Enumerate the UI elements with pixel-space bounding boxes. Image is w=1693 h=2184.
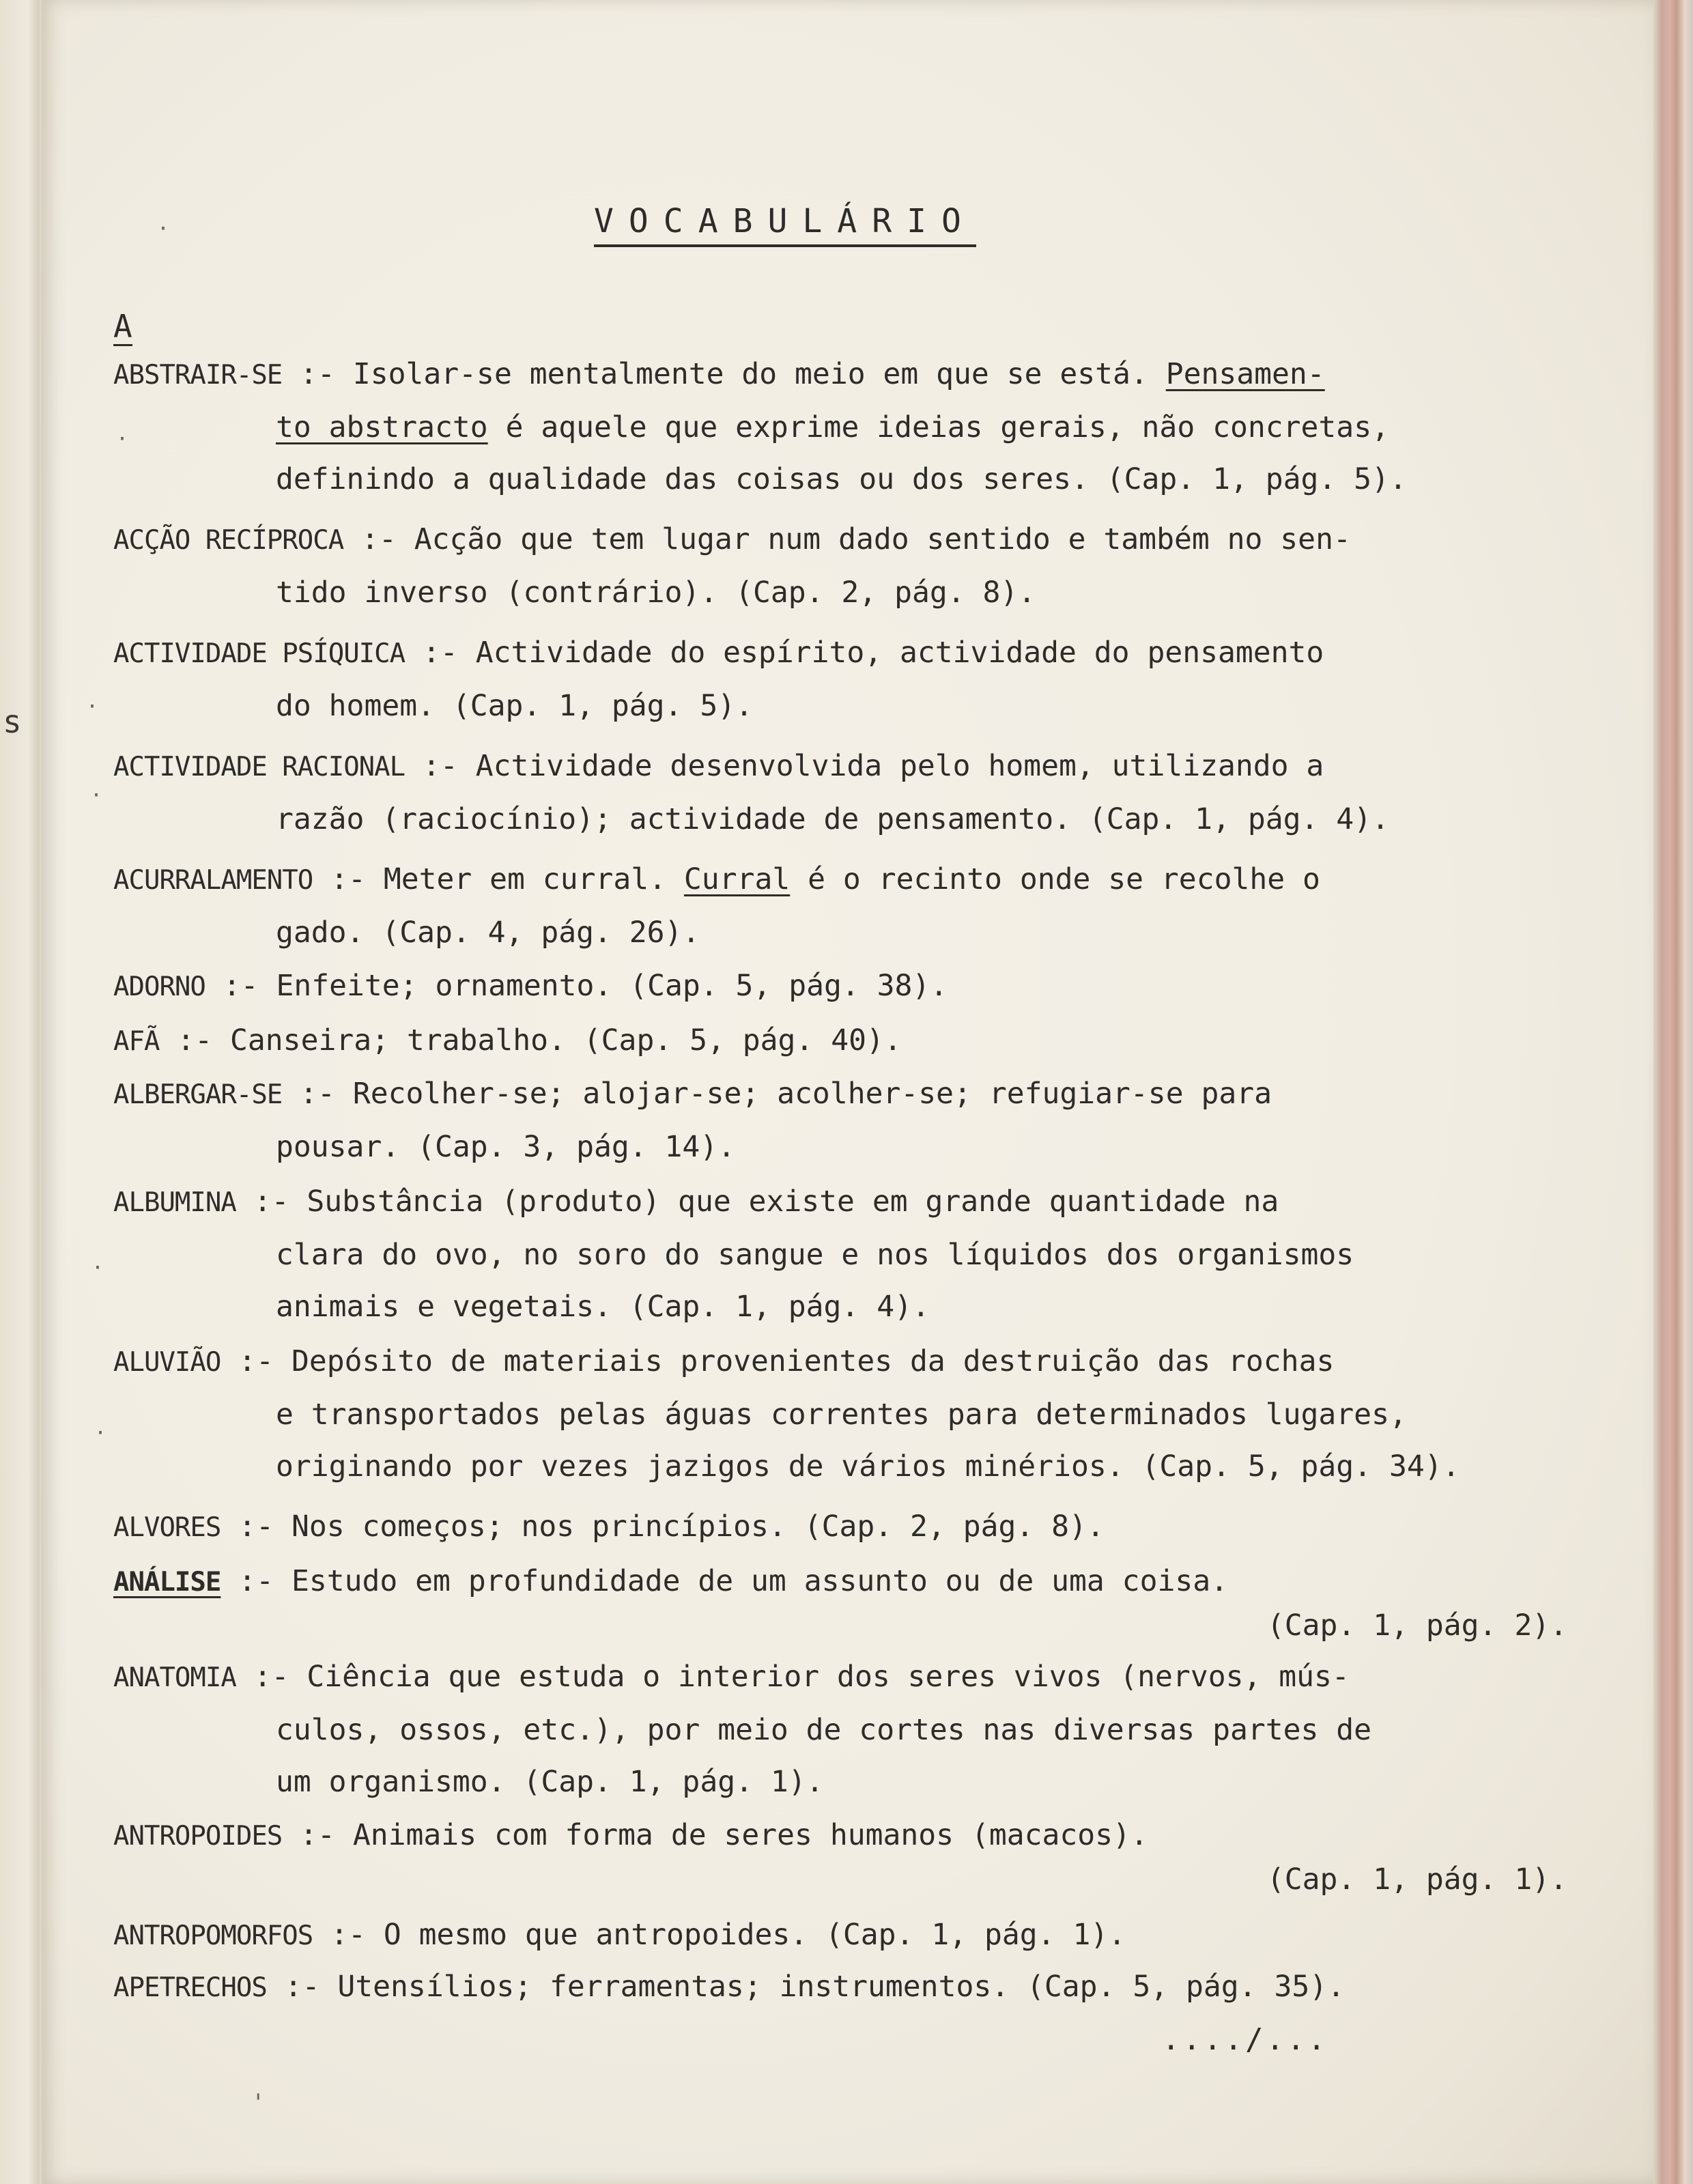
entry-separator: :- [253,1185,289,1219]
vocabulary-document [42,0,1653,2184]
entry-term: ALVORES [113,1512,221,1543]
entry-abstrair-se [113,348,1608,505]
entry-text: Depósito de materiais provenientes da destruição das rochas [291,1344,1335,1378]
entry-term: ALBUMINA [113,1187,236,1218]
entry-term: APETRECHOS [113,1972,267,2003]
entry-text: clara do ovo, no soro do sangue e nos líquidos dos organismos [276,1238,1354,1272]
entry-separator: :- [330,1918,366,1952]
entry-text: Canseira; trabalho. (Cap. 5, pág. 40). [230,1023,902,1058]
entry-text: Substância (produto) que existe em grande quantidade na [307,1185,1279,1219]
entry-text: originando por vezes jazigos de vários minérios. (Cap. 5, pág. 34). [276,1449,1460,1484]
entry-text: tido inverso (contrário). (Cap. 2, pág. 8). [276,576,1036,610]
entry-term: ANTROPOMORFOS [113,1920,313,1951]
entry-term: AFÃ [113,1026,160,1057]
entry-adorno [113,960,1608,1013]
entry-text: gado. (Cap. 4, pág. 26). [276,916,700,950]
entry-analise [113,1555,1608,1643]
entry-term: ACURRALAMENTO [113,865,313,896]
entry-separator: :- [238,1564,274,1598]
entry-separator: :- [361,522,397,556]
entry-separator: :- [238,1344,274,1378]
entry-underlined-text: to abstracto [276,410,488,444]
entry-text: Isolar-se mentalmente do meio em que se está. [352,357,1148,391]
entry-antropoides [113,1809,1608,1897]
stray-mark: · [90,784,103,808]
stray-mark: · [116,427,129,451]
entry-text: pousar. (Cap. 3, pág. 14). [276,1130,736,1164]
entry-underlined-text: Curral [683,862,791,896]
entry-text: Meter em curral. [383,862,667,896]
stray-mark: · [94,1421,107,1445]
entry-text: Acção que tem lugar num dado sentido e também no sen- [414,522,1351,556]
entry-text: Enfeite; ornamento. (Cap. 5, pág. 38). [276,969,948,1003]
entry-accao-reciproca [113,513,1608,619]
entry-separator: :- [300,1077,335,1111]
entry-term: ACÇÃO RECÍPROCA [113,525,344,556]
entry-term: ABSTRAIR-SE [113,360,283,391]
entry-text: Utensílios; ferramentas; instrumentos. (Cap. 5, pág. 35). [337,1970,1346,2004]
entry-albergar-se [113,1068,1608,1173]
stray-mark: · [157,217,170,241]
entry-text: culos, ossos, etc.), por meio de cortes nas diversas partes de [276,1713,1372,1747]
entry-separator: :- [177,1023,213,1058]
document-page [42,0,1653,2184]
entry-antropomorfos [113,1909,1608,1962]
entry-separator: :- [253,1660,289,1694]
entry-text: Ciência que estuda o interior dos seres vivos (nervos, mús- [307,1660,1350,1694]
entry-text: definindo a qualidade das coisas ou dos seres. (Cap. 1, pág. 5). [276,462,1407,496]
continuation-marker: ..../... [1162,2022,1328,2057]
left-page-letter: s [3,703,22,740]
entry-actividade-psiquica [113,627,1608,732]
entry-separator: :- [300,357,335,391]
entry-text: e transportados pelas águas correntes para determinados lugares, [276,1398,1407,1432]
entry-apetrechos [113,1961,1608,2014]
left-page-edge [0,0,40,2184]
entry-separator: :- [300,1818,335,1852]
section-letter: A [113,308,132,345]
entry-term: ANÁLISE [113,1567,221,1598]
entry-separator: :- [423,749,458,783]
entry-actividade-racional [113,740,1608,845]
entry-reference: (Cap. 1, pág. 2). [1266,1608,1567,1643]
entry-albumina [113,1176,1608,1333]
entry-acurralamento [113,853,1608,959]
entry-aluviao [113,1335,1608,1492]
entry-term: ANTROPOIDES [113,1821,283,1852]
entry-term: ACTIVIDADE PSÍQUICA [113,638,406,669]
entry-text: é aquele que exprime ideias gerais, não concretas, [505,410,1389,444]
entry-separator: :- [223,969,259,1003]
stray-mark: · [91,1256,104,1280]
page-title: VOCABULÁRIO [594,202,976,247]
entry-separator: :- [238,1509,274,1544]
entry-separator: :- [284,1970,320,2004]
entry-underlined-text: Pensamen- [1165,357,1325,391]
stray-mark: ' [251,2089,266,2116]
entry-text: razão (raciocínio); actividade de pensamento. (Cap. 1, pág. 4). [276,802,1389,836]
entry-text: Animais com forma de seres humanos (macacos). [352,1818,1148,1852]
entry-term: ALBERGAR-SE [113,1079,283,1110]
entry-anatomia [113,1651,1608,1808]
stray-mark: · [86,695,99,719]
entry-reference: (Cap. 1, pág. 1). [1266,1862,1567,1897]
entry-term: ANATOMIA [113,1662,236,1693]
entry-term: ALUVIÃO [113,1347,221,1378]
entry-afa [113,1015,1608,1068]
entry-separator: :- [330,862,366,896]
entry-text: é o recinto onde se recolhe o [808,862,1320,896]
entry-text: O mesmo que antropoides. (Cap. 1, pág. 1). [383,1918,1126,1952]
entry-text: Estudo em profundidade de um assunto ou de uma coisa. [291,1564,1229,1598]
entry-term: ACTIVIDADE RACIONAL [113,752,406,782]
entry-separator: :- [423,636,458,670]
entry-text: animais e vegetais. (Cap. 1, pág. 4). [276,1290,930,1324]
entry-text: um organismo. (Cap. 1, pág. 1). [276,1765,824,1799]
right-page-edge [1653,0,1693,2184]
entry-text: Recolher-se; alojar-se; acolher-se; refugiar-se para [352,1077,1272,1111]
entry-alvores [113,1501,1608,1554]
entry-text: do homem. (Cap. 1, pág. 5). [276,689,753,723]
entry-text: Actividade desenvolvida pelo homem, utilizando a [475,749,1324,783]
entry-text: Nos começos; nos princípios. (Cap. 2, pág. 8). [291,1509,1105,1544]
entry-term: ADORNO [113,972,205,1002]
entry-text: Actividade do espírito, actividade do pensamento [475,636,1324,670]
